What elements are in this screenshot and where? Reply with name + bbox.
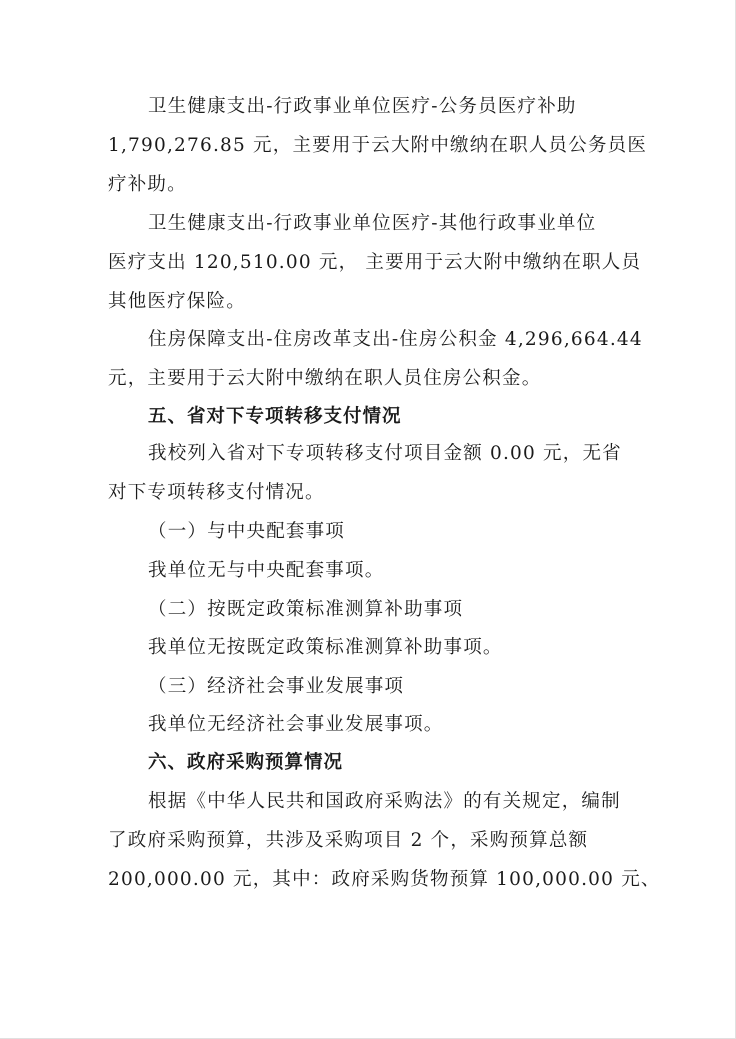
paragraph-line: 对下专项转移支付情况。 xyxy=(108,482,325,503)
subsection-heading: （一）与中央配套事项 xyxy=(148,521,346,542)
section-heading: 五、省对下专项转移支付情况 xyxy=(148,406,402,427)
section-heading: 六、政府采购预算情况 xyxy=(148,752,344,773)
paragraph-line: 我校列入省对下专项转移支付项目金额 0.00 元，无省 xyxy=(148,443,622,464)
paragraph-line: 住房保障支出-住房改革支出-住房公积金 4,296,664.44 xyxy=(148,329,643,350)
paragraph-line: 我单位无按既定政策标准测算补助事项。 xyxy=(148,637,503,658)
paragraph-line: 医疗支出 120,510.00 元， 主要用于云大附中缴纳在职人员 xyxy=(108,252,642,273)
paragraph-line: 其他医疗保险。 xyxy=(108,291,246,312)
paragraph-line: 我单位无与中央配套事项。 xyxy=(148,560,385,581)
subsection-heading: （二）按既定政策标准测算补助事项 xyxy=(148,599,464,620)
paragraph-line: 1,790,276.85 元，主要用于云大附中缴纳在职人员公务员医 xyxy=(108,135,648,156)
subsection-heading: （三）经济社会事业发展事项 xyxy=(148,676,405,697)
paragraph-line: 了政府采购预算，共涉及采购项目 2 个，采购预算总额 xyxy=(108,830,589,851)
paragraph-line: 疗补助。 xyxy=(108,174,187,195)
paragraph-line: 200,000.00 元，其中：政府采购货物预算 100,000.00 元、 xyxy=(108,869,661,890)
paragraph-line: 卫生健康支出-行政事业单位医疗-公务员医疗补助 xyxy=(148,96,577,117)
paragraph-line: 根据《中华人民共和国政府采购法》的有关规定，编制 xyxy=(148,791,621,812)
paragraph-line: 元，主要用于云大附中缴纳在职人员住房公积金。 xyxy=(108,368,542,389)
paragraph-line: 我单位无经济社会事业发展事项。 xyxy=(148,714,444,735)
paragraph-line: 卫生健康支出-行政事业单位医疗-其他行政事业单位 xyxy=(148,213,597,234)
